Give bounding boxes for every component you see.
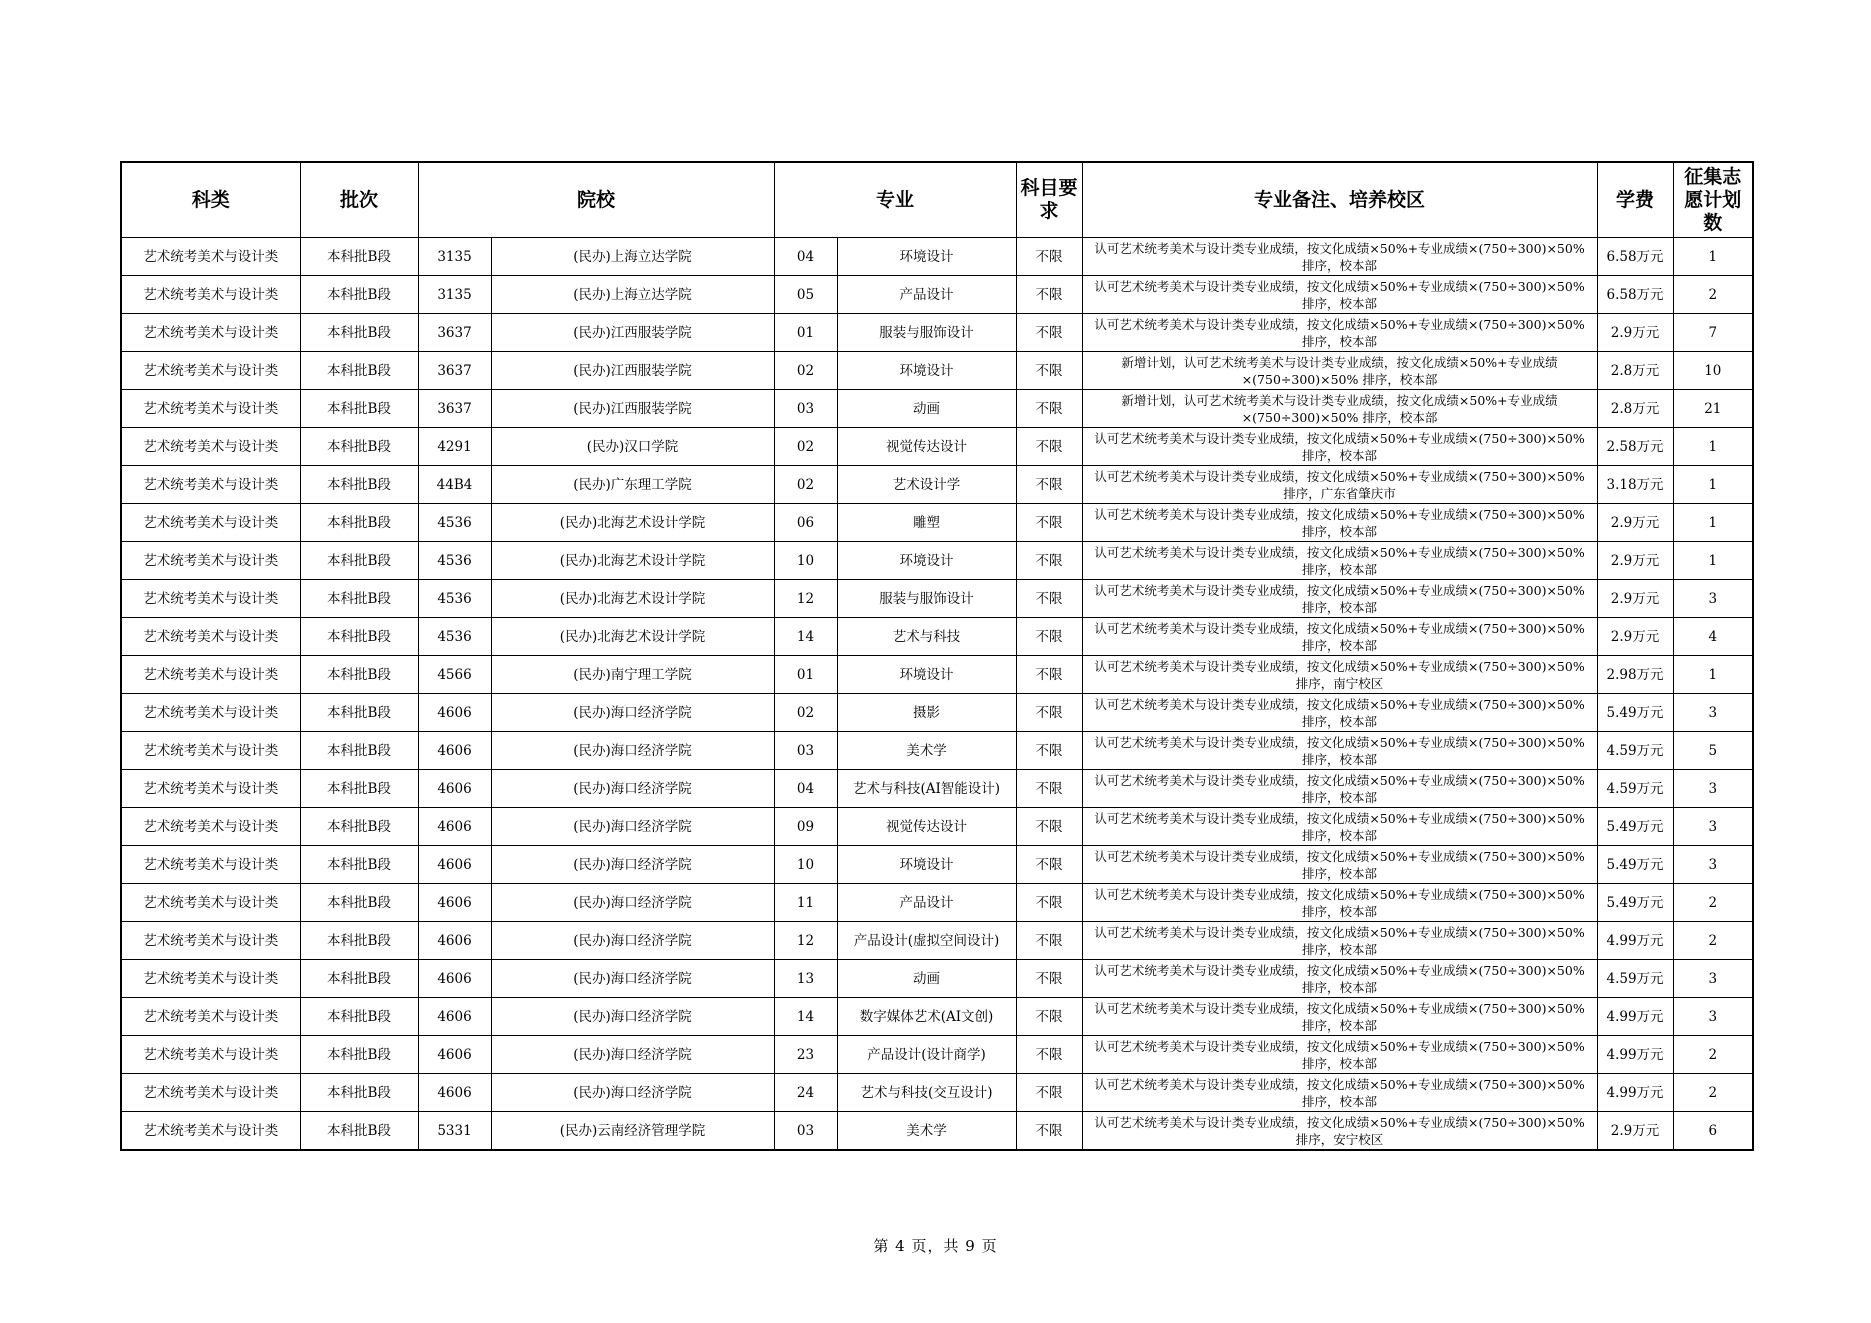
batch-cell: 本科批B段 xyxy=(300,884,418,922)
fee-cell: 2.9万元 xyxy=(1597,1112,1673,1151)
school-name-cell: (民办)云南经济管理学院 xyxy=(491,1112,774,1151)
fee-cell: 2.58万元 xyxy=(1597,428,1673,466)
major-name-cell: 视觉传达设计 xyxy=(837,428,1016,466)
school-code-cell: 3135 xyxy=(418,276,491,314)
school-code-cell: 3135 xyxy=(418,238,491,276)
remark-cell: 认可艺术统考美术与设计类专业成绩，按文化成绩×50%+专业成绩×(750÷300)×50% 排序，校本部 xyxy=(1082,960,1597,998)
remark-cell: 新增计划，认可艺术统考美术与设计类专业成绩，按文化成绩×50%+专业成绩×(750÷300)×50% 排序，校本部 xyxy=(1082,352,1597,390)
major-code-cell: 12 xyxy=(774,922,837,960)
fee-cell: 5.49万元 xyxy=(1597,694,1673,732)
major-name-cell: 产品设计 xyxy=(837,276,1016,314)
plan-cell: 2 xyxy=(1673,884,1753,922)
subject-cell: 不限 xyxy=(1016,1036,1082,1074)
table-row xyxy=(121,1112,1753,1151)
remark-cell: 认可艺术统考美术与设计类专业成绩，按文化成绩×50%+专业成绩×(750÷300)×50% 排序，校本部 xyxy=(1082,580,1597,618)
school-name-cell: (民办)海口经济学院 xyxy=(491,884,774,922)
category-cell: 艺术统考美术与设计类 xyxy=(121,504,300,542)
page-footer: 第 4 页，共 9 页 xyxy=(873,1237,998,1255)
school-code-cell: 3637 xyxy=(418,314,491,352)
school-code-cell: 4606 xyxy=(418,694,491,732)
batch-cell: 本科批B段 xyxy=(300,542,418,580)
plan-cell: 2 xyxy=(1673,922,1753,960)
table-row xyxy=(121,656,1753,694)
school-code-cell: 44B4 xyxy=(418,466,491,504)
category-cell: 艺术统考美术与设计类 xyxy=(121,238,300,276)
remark-cell: 认可艺术统考美术与设计类专业成绩，按文化成绩×50%+专业成绩×(750÷300)×50% 排序，校本部 xyxy=(1082,618,1597,656)
major-code-cell: 01 xyxy=(774,314,837,352)
major-code-cell: 10 xyxy=(774,846,837,884)
remark-cell: 认可艺术统考美术与设计类专业成绩，按文化成绩×50%+专业成绩×(750÷300)×50% 排序，校本部 xyxy=(1082,314,1597,352)
major-code-cell: 02 xyxy=(774,352,837,390)
school-code-cell: 4536 xyxy=(418,580,491,618)
plan-cell: 2 xyxy=(1673,1036,1753,1074)
fee-cell: 4.99万元 xyxy=(1597,922,1673,960)
major-name-cell: 艺术设计学 xyxy=(837,466,1016,504)
batch-cell: 本科批B段 xyxy=(300,314,418,352)
fee-cell: 3.18万元 xyxy=(1597,466,1673,504)
table-row xyxy=(121,504,1753,542)
header-plan: 征集志愿计划数 xyxy=(1673,162,1753,238)
major-name-cell: 美术学 xyxy=(837,732,1016,770)
category-cell: 艺术统考美术与设计类 xyxy=(121,998,300,1036)
table-row xyxy=(121,314,1753,352)
fee-cell: 2.9万元 xyxy=(1597,314,1673,352)
category-cell: 艺术统考美术与设计类 xyxy=(121,1074,300,1112)
table-row xyxy=(121,998,1753,1036)
batch-cell: 本科批B段 xyxy=(300,276,418,314)
plan-cell: 1 xyxy=(1673,466,1753,504)
school-code-cell: 4291 xyxy=(418,428,491,466)
subject-cell: 不限 xyxy=(1016,884,1082,922)
subject-cell: 不限 xyxy=(1016,732,1082,770)
major-name-cell: 环境设计 xyxy=(837,656,1016,694)
remark-cell: 认可艺术统考美术与设计类专业成绩，按文化成绩×50%+专业成绩×(750÷300)×50% 排序，校本部 xyxy=(1082,732,1597,770)
remark-cell: 认可艺术统考美术与设计类专业成绩，按文化成绩×50%+专业成绩×(750÷300)×50% 排序，校本部 xyxy=(1082,922,1597,960)
school-name-cell: (民办)海口经济学院 xyxy=(491,922,774,960)
school-code-cell: 4606 xyxy=(418,732,491,770)
header-remarks: 专业备注、培养校区 xyxy=(1082,162,1597,238)
major-code-cell: 09 xyxy=(774,808,837,846)
category-cell: 艺术统考美术与设计类 xyxy=(121,428,300,466)
fee-cell: 2.98万元 xyxy=(1597,656,1673,694)
plan-cell: 3 xyxy=(1673,998,1753,1036)
major-name-cell: 产品设计(设计商学) xyxy=(837,1036,1016,1074)
category-cell: 艺术统考美术与设计类 xyxy=(121,960,300,998)
table-row xyxy=(121,466,1753,504)
subject-cell: 不限 xyxy=(1016,314,1082,352)
school-name-cell: (民办)上海立达学院 xyxy=(491,276,774,314)
school-code-cell: 4606 xyxy=(418,770,491,808)
table-row xyxy=(121,238,1753,276)
batch-cell: 本科批B段 xyxy=(300,922,418,960)
category-cell: 艺术统考美术与设计类 xyxy=(121,276,300,314)
plan-cell: 5 xyxy=(1673,732,1753,770)
batch-cell: 本科批B段 xyxy=(300,1112,418,1151)
fee-cell: 4.59万元 xyxy=(1597,732,1673,770)
table-row xyxy=(121,428,1753,466)
remark-cell: 认可艺术统考美术与设计类专业成绩，按文化成绩×50%+专业成绩×(750÷300)×50% 排序，校本部 xyxy=(1082,884,1597,922)
category-cell: 艺术统考美术与设计类 xyxy=(121,846,300,884)
major-name-cell: 环境设计 xyxy=(837,846,1016,884)
table-row xyxy=(121,732,1753,770)
major-name-cell: 动画 xyxy=(837,390,1016,428)
major-name-cell: 视觉传达设计 xyxy=(837,808,1016,846)
school-code-cell: 4606 xyxy=(418,884,491,922)
table-body xyxy=(121,238,1753,1151)
plan-cell: 1 xyxy=(1673,238,1753,276)
subject-cell: 不限 xyxy=(1016,542,1082,580)
major-code-cell: 14 xyxy=(774,618,837,656)
remark-cell: 认可艺术统考美术与设计类专业成绩，按文化成绩×50%+专业成绩×(750÷300)×50% 排序，校本部 xyxy=(1082,542,1597,580)
subject-cell: 不限 xyxy=(1016,390,1082,428)
plan-cell: 3 xyxy=(1673,694,1753,732)
school-name-cell: (民办)海口经济学院 xyxy=(491,770,774,808)
batch-cell: 本科批B段 xyxy=(300,580,418,618)
fee-cell: 2.9万元 xyxy=(1597,504,1673,542)
plan-cell: 7 xyxy=(1673,314,1753,352)
category-cell: 艺术统考美术与设计类 xyxy=(121,922,300,960)
enrollment-table xyxy=(120,161,1754,1151)
batch-cell: 本科批B段 xyxy=(300,998,418,1036)
fee-cell: 4.99万元 xyxy=(1597,1036,1673,1074)
plan-cell: 1 xyxy=(1673,504,1753,542)
subject-cell: 不限 xyxy=(1016,428,1082,466)
fee-cell: 6.58万元 xyxy=(1597,276,1673,314)
category-cell: 艺术统考美术与设计类 xyxy=(121,732,300,770)
major-name-cell: 产品设计 xyxy=(837,884,1016,922)
table-row xyxy=(121,352,1753,390)
category-cell: 艺术统考美术与设计类 xyxy=(121,884,300,922)
major-name-cell: 服装与服饰设计 xyxy=(837,314,1016,352)
school-code-cell: 4566 xyxy=(418,656,491,694)
table-row xyxy=(121,542,1753,580)
subject-cell: 不限 xyxy=(1016,466,1082,504)
subject-cell: 不限 xyxy=(1016,808,1082,846)
school-code-cell: 4606 xyxy=(418,846,491,884)
fee-cell: 2.9万元 xyxy=(1597,618,1673,656)
school-name-cell: (民办)汉口学院 xyxy=(491,428,774,466)
category-cell: 艺术统考美术与设计类 xyxy=(121,542,300,580)
subject-cell: 不限 xyxy=(1016,1112,1082,1151)
major-name-cell: 美术学 xyxy=(837,1112,1016,1151)
remark-cell: 认可艺术统考美术与设计类专业成绩，按文化成绩×50%+专业成绩×(750÷300)×50% 排序，南宁校区 xyxy=(1082,656,1597,694)
major-code-cell: 06 xyxy=(774,504,837,542)
header-category: 科类 xyxy=(121,162,300,238)
school-name-cell: (民办)海口经济学院 xyxy=(491,1036,774,1074)
table-row xyxy=(121,580,1753,618)
major-name-cell: 环境设计 xyxy=(837,352,1016,390)
plan-cell: 3 xyxy=(1673,960,1753,998)
batch-cell: 本科批B段 xyxy=(300,1074,418,1112)
plan-cell: 1 xyxy=(1673,656,1753,694)
major-code-cell: 02 xyxy=(774,428,837,466)
plan-cell: 10 xyxy=(1673,352,1753,390)
remark-cell: 认可艺术统考美术与设计类专业成绩，按文化成绩×50%+专业成绩×(750÷300)×50% 排序，校本部 xyxy=(1082,998,1597,1036)
fee-cell: 6.58万元 xyxy=(1597,238,1673,276)
fee-cell: 2.8万元 xyxy=(1597,352,1673,390)
school-code-cell: 4606 xyxy=(418,998,491,1036)
school-code-cell: 4536 xyxy=(418,542,491,580)
plan-cell: 1 xyxy=(1673,542,1753,580)
remark-cell: 认可艺术统考美术与设计类专业成绩，按文化成绩×50%+专业成绩×(750÷300)×50% 排序，校本部 xyxy=(1082,504,1597,542)
major-code-cell: 12 xyxy=(774,580,837,618)
plan-cell: 1 xyxy=(1673,428,1753,466)
header-school: 院校 xyxy=(418,162,774,238)
fee-cell: 4.99万元 xyxy=(1597,998,1673,1036)
remark-cell: 认可艺术统考美术与设计类专业成绩，按文化成绩×50%+专业成绩×(750÷300)×50% 排序，校本部 xyxy=(1082,694,1597,732)
major-name-cell: 数字媒体艺术(AI文创) xyxy=(837,998,1016,1036)
table-row xyxy=(121,922,1753,960)
batch-cell: 本科批B段 xyxy=(300,618,418,656)
major-code-cell: 03 xyxy=(774,732,837,770)
table-row xyxy=(121,390,1753,428)
subject-cell: 不限 xyxy=(1016,694,1082,732)
fee-cell: 5.49万元 xyxy=(1597,808,1673,846)
batch-cell: 本科批B段 xyxy=(300,504,418,542)
major-name-cell: 雕塑 xyxy=(837,504,1016,542)
plan-cell: 2 xyxy=(1673,276,1753,314)
major-code-cell: 13 xyxy=(774,960,837,998)
school-name-cell: (民办)上海立达学院 xyxy=(491,238,774,276)
remark-cell: 认可艺术统考美术与设计类专业成绩，按文化成绩×50%+专业成绩×(750÷300)×50% 排序，校本部 xyxy=(1082,846,1597,884)
subject-cell: 不限 xyxy=(1016,1074,1082,1112)
fee-cell: 4.99万元 xyxy=(1597,1074,1673,1112)
header-subject: 科目要求 xyxy=(1016,162,1082,238)
major-code-cell: 03 xyxy=(774,390,837,428)
category-cell: 艺术统考美术与设计类 xyxy=(121,390,300,428)
category-cell: 艺术统考美术与设计类 xyxy=(121,1112,300,1151)
school-name-cell: (民办)海口经济学院 xyxy=(491,998,774,1036)
table-row xyxy=(121,618,1753,656)
plan-cell: 4 xyxy=(1673,618,1753,656)
category-cell: 艺术统考美术与设计类 xyxy=(121,580,300,618)
major-code-cell: 23 xyxy=(774,1036,837,1074)
fee-cell: 4.59万元 xyxy=(1597,770,1673,808)
remark-cell: 认可艺术统考美术与设计类专业成绩，按文化成绩×50%+专业成绩×(750÷300)×50% 排序，校本部 xyxy=(1082,808,1597,846)
school-name-cell: (民办)江西服装学院 xyxy=(491,390,774,428)
batch-cell: 本科批B段 xyxy=(300,694,418,732)
school-name-cell: (民办)海口经济学院 xyxy=(491,1074,774,1112)
major-code-cell: 02 xyxy=(774,694,837,732)
major-name-cell: 环境设计 xyxy=(837,542,1016,580)
fee-cell: 2.9万元 xyxy=(1597,580,1673,618)
school-code-cell: 4606 xyxy=(418,960,491,998)
fee-cell: 2.8万元 xyxy=(1597,390,1673,428)
school-name-cell: (民办)江西服装学院 xyxy=(491,352,774,390)
fee-cell: 5.49万元 xyxy=(1597,846,1673,884)
major-name-cell: 服装与服饰设计 xyxy=(837,580,1016,618)
category-cell: 艺术统考美术与设计类 xyxy=(121,466,300,504)
school-name-cell: (民办)海口经济学院 xyxy=(491,846,774,884)
batch-cell: 本科批B段 xyxy=(300,808,418,846)
school-name-cell: (民办)北海艺术设计学院 xyxy=(491,618,774,656)
major-code-cell: 10 xyxy=(774,542,837,580)
table-row xyxy=(121,846,1753,884)
major-name-cell: 环境设计 xyxy=(837,238,1016,276)
school-code-cell: 4606 xyxy=(418,922,491,960)
batch-cell: 本科批B段 xyxy=(300,960,418,998)
remark-cell: 认可艺术统考美术与设计类专业成绩，按文化成绩×50%+专业成绩×(750÷300)×50% 排序，广东省肇庆市 xyxy=(1082,466,1597,504)
major-code-cell: 02 xyxy=(774,466,837,504)
major-name-cell: 艺术与科技(AI智能设计) xyxy=(837,770,1016,808)
subject-cell: 不限 xyxy=(1016,352,1082,390)
subject-cell: 不限 xyxy=(1016,846,1082,884)
plan-cell: 21 xyxy=(1673,390,1753,428)
plan-cell: 6 xyxy=(1673,1112,1753,1151)
remark-cell: 新增计划，认可艺术统考美术与设计类专业成绩，按文化成绩×50%+专业成绩×(750÷300)×50% 排序，校本部 xyxy=(1082,390,1597,428)
remark-cell: 认可艺术统考美术与设计类专业成绩，按文化成绩×50%+专业成绩×(750÷300)×50% 排序，校本部 xyxy=(1082,276,1597,314)
batch-cell: 本科批B段 xyxy=(300,466,418,504)
header-major: 专业 xyxy=(774,162,1016,238)
school-code-cell: 3637 xyxy=(418,390,491,428)
header-batch: 批次 xyxy=(300,162,418,238)
remark-cell: 认可艺术统考美术与设计类专业成绩，按文化成绩×50%+专业成绩×(750÷300)×50% 排序，校本部 xyxy=(1082,428,1597,466)
remark-cell: 认可艺术统考美术与设计类专业成绩，按文化成绩×50%+专业成绩×(750÷300)×50% 排序，安宁校区 xyxy=(1082,1112,1597,1151)
batch-cell: 本科批B段 xyxy=(300,656,418,694)
subject-cell: 不限 xyxy=(1016,922,1082,960)
subject-cell: 不限 xyxy=(1016,656,1082,694)
remark-cell: 认可艺术统考美术与设计类专业成绩，按文化成绩×50%+专业成绩×(750÷300)×50% 排序，校本部 xyxy=(1082,770,1597,808)
batch-cell: 本科批B段 xyxy=(300,390,418,428)
plan-cell: 3 xyxy=(1673,580,1753,618)
subject-cell: 不限 xyxy=(1016,238,1082,276)
major-name-cell: 艺术与科技(交互设计) xyxy=(837,1074,1016,1112)
school-name-cell: (民办)江西服装学院 xyxy=(491,314,774,352)
remark-cell: 认可艺术统考美术与设计类专业成绩，按文化成绩×50%+专业成绩×(750÷300)×50% 排序，校本部 xyxy=(1082,1036,1597,1074)
subject-cell: 不限 xyxy=(1016,998,1082,1036)
school-code-cell: 4606 xyxy=(418,808,491,846)
school-code-cell: 4606 xyxy=(418,1074,491,1112)
major-name-cell: 摄影 xyxy=(837,694,1016,732)
category-cell: 艺术统考美术与设计类 xyxy=(121,314,300,352)
batch-cell: 本科批B段 xyxy=(300,770,418,808)
school-name-cell: (民办)海口经济学院 xyxy=(491,694,774,732)
subject-cell: 不限 xyxy=(1016,960,1082,998)
school-name-cell: (民办)北海艺术设计学院 xyxy=(491,580,774,618)
school-name-cell: (民办)海口经济学院 xyxy=(491,960,774,998)
major-name-cell: 动画 xyxy=(837,960,1016,998)
remark-cell: 认可艺术统考美术与设计类专业成绩，按文化成绩×50%+专业成绩×(750÷300)×50% 排序，校本部 xyxy=(1082,1074,1597,1112)
table-header-row xyxy=(121,162,1753,238)
table-row xyxy=(121,960,1753,998)
subject-cell: 不限 xyxy=(1016,580,1082,618)
fee-cell: 2.9万元 xyxy=(1597,542,1673,580)
fee-cell: 5.49万元 xyxy=(1597,884,1673,922)
school-name-cell: (民办)北海艺术设计学院 xyxy=(491,542,774,580)
plan-cell: 2 xyxy=(1673,1074,1753,1112)
batch-cell: 本科批B段 xyxy=(300,846,418,884)
fee-cell: 4.59万元 xyxy=(1597,960,1673,998)
subject-cell: 不限 xyxy=(1016,618,1082,656)
school-name-cell: (民办)海口经济学院 xyxy=(491,808,774,846)
major-code-cell: 04 xyxy=(774,238,837,276)
major-code-cell: 05 xyxy=(774,276,837,314)
school-code-cell: 4536 xyxy=(418,504,491,542)
remark-cell: 认可艺术统考美术与设计类专业成绩，按文化成绩×50%+专业成绩×(750÷300)×50% 排序，校本部 xyxy=(1082,238,1597,276)
batch-cell: 本科批B段 xyxy=(300,732,418,770)
school-code-cell: 3637 xyxy=(418,352,491,390)
category-cell: 艺术统考美术与设计类 xyxy=(121,656,300,694)
major-code-cell: 14 xyxy=(774,998,837,1036)
school-code-cell: 4536 xyxy=(418,618,491,656)
plan-cell: 3 xyxy=(1673,770,1753,808)
major-code-cell: 03 xyxy=(774,1112,837,1151)
category-cell: 艺术统考美术与设计类 xyxy=(121,808,300,846)
batch-cell: 本科批B段 xyxy=(300,1036,418,1074)
subject-cell: 不限 xyxy=(1016,770,1082,808)
category-cell: 艺术统考美术与设计类 xyxy=(121,770,300,808)
category-cell: 艺术统考美术与设计类 xyxy=(121,352,300,390)
category-cell: 艺术统考美术与设计类 xyxy=(121,618,300,656)
major-name-cell: 艺术与科技 xyxy=(837,618,1016,656)
table-row xyxy=(121,1074,1753,1112)
subject-cell: 不限 xyxy=(1016,276,1082,314)
header-fee: 学费 xyxy=(1597,162,1673,238)
major-code-cell: 01 xyxy=(774,656,837,694)
table-row xyxy=(121,808,1753,846)
major-code-cell: 11 xyxy=(774,884,837,922)
school-name-cell: (民办)北海艺术设计学院 xyxy=(491,504,774,542)
category-cell: 艺术统考美术与设计类 xyxy=(121,694,300,732)
school-name-cell: (民办)海口经济学院 xyxy=(491,732,774,770)
table-row xyxy=(121,276,1753,314)
batch-cell: 本科批B段 xyxy=(300,238,418,276)
table-row xyxy=(121,694,1753,732)
table-row xyxy=(121,1036,1753,1074)
school-name-cell: (民办)南宁理工学院 xyxy=(491,656,774,694)
major-code-cell: 24 xyxy=(774,1074,837,1112)
plan-cell: 3 xyxy=(1673,808,1753,846)
batch-cell: 本科批B段 xyxy=(300,352,418,390)
table-row xyxy=(121,770,1753,808)
category-cell: 艺术统考美术与设计类 xyxy=(121,1036,300,1074)
batch-cell: 本科批B段 xyxy=(300,428,418,466)
table-row xyxy=(121,884,1753,922)
school-code-cell: 5331 xyxy=(418,1112,491,1151)
school-name-cell: (民办)广东理工学院 xyxy=(491,466,774,504)
school-code-cell: 4606 xyxy=(418,1036,491,1074)
subject-cell: 不限 xyxy=(1016,504,1082,542)
major-code-cell: 04 xyxy=(774,770,837,808)
plan-cell: 3 xyxy=(1673,846,1753,884)
major-name-cell: 产品设计(虚拟空间设计) xyxy=(837,922,1016,960)
